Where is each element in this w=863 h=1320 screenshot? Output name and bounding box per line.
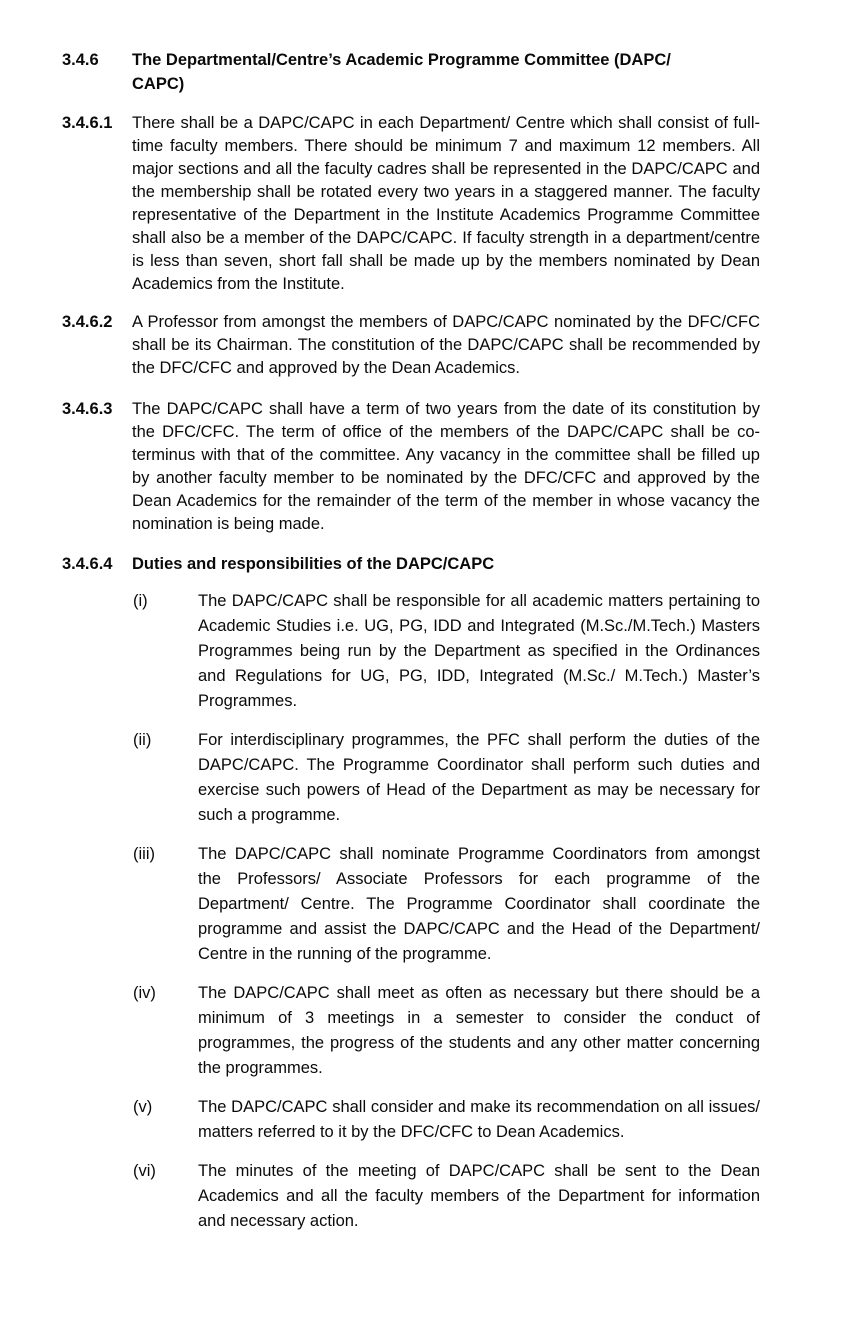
duty-item-v (133, 1095, 760, 1145)
section-heading-title: The Departmental/Centre’s Academic Programme Committee (DAPC/ CAPC) (132, 51, 671, 93)
subheading-title: Duties and responsibilities of the DAPC/CAPC (132, 555, 495, 573)
duty-item-ii (133, 728, 760, 828)
duty-text: The DAPC/CAPC shall consider and make its recommendation on all issues/ matters referred to it by the DFC/CFC to Dean Academics. (198, 1098, 760, 1141)
clause-text: There shall be a DAPC/CAPC in each Department/ Centre which shall consist of full-time faculty members. There should be minimum 7 and maximum 12 members. All major sections and all the faculty cadres shall be represented in the DAPC/CAPC and the membership shall be rotated every two years in a staggered manner. The faculty representative of the Department in the Institute Academics Programme Committee shall also be a member of the DAPC/CAPC. If faculty strength in a department/centre is less than seven, short fall shall be made up by the members nominated by Dean Academics from the Institute. (132, 114, 760, 293)
clause-text: The DAPC/CAPC shall have a term of two years from the date of its constitution by the DFC/CFC. The term of office of the members of the DAPC/CAPC shall be co-terminus with that of the committee. Any vacancy in the committee shall be filled up by another faculty member to be nominated by the DFC/CFC and approved by the Dean Academics for the remainder of the term of the member in whose vacancy the nomination is being made. (132, 400, 760, 533)
duty-marker: (iv) (133, 984, 156, 1002)
duty-marker: (iii) (133, 845, 155, 863)
section-heading-number: 3.4.6 (62, 51, 99, 69)
duty-marker: (i) (133, 592, 148, 610)
clause-number: 3.4.6.1 (62, 114, 113, 132)
clause-text: A Professor from amongst the members of DAPC/CAPC nominated by the DFC/CFC shall be its Chairman. The constitution of the DAPC/CAPC shall be recommended by the DFC/CFC and approved by the Dean Academics. (132, 313, 760, 377)
duty-item-iii (133, 842, 760, 967)
duty-item-vi (133, 1159, 760, 1234)
clause-number: 3.4.6.2 (62, 313, 113, 331)
duty-text: For interdisciplinary programmes, the PFC shall perform the duties of the DAPC/CAPC. The Programme Coordinator shall perform such duties and exercise such powers of Head of the Department as may be necessary for such a programme. (198, 731, 760, 824)
duties-subheading (62, 553, 760, 576)
duty-marker: (ii) (133, 731, 152, 749)
duty-marker: (v) (133, 1098, 153, 1116)
duty-text: The minutes of the meeting of DAPC/CAPC shall be sent to the Dean Academics and all the faculty members of the Department for information and necessary action. (198, 1162, 760, 1230)
duty-item-iv (133, 981, 760, 1081)
section-heading (62, 48, 760, 96)
duty-text: The DAPC/CAPC shall be responsible for all academic matters pertaining to Academic Studies i.e. UG, PG, IDD and Integrated (M.Sc./M.Tech.) Masters Programmes being run by the Department as specified in the Ordinances and Regulations for UG, PG, IDD, Integrated (M.Sc./ M.Tech.) Master’s Programmes. (198, 592, 760, 710)
duty-text: The DAPC/CAPC shall meet as often as necessary but there should be a minimum of 3 meetings in a semester to consider the conduct of programmes, the progress of the students and any other matter concerning the programmes. (198, 984, 760, 1077)
duty-text: The DAPC/CAPC shall nominate Programme Coordinators from amongst the Professors/ Associate Professors for each programme of the Department/ Centre. The Programme Coordinator shall coordinate the programme and assist the DAPC/CAPC and the Head of the Department/ Centre in the running of the programme. (198, 845, 760, 963)
clause-number: 3.4.6.3 (62, 400, 113, 418)
clause-3-4-6-3 (62, 398, 760, 536)
clause-3-4-6-1 (62, 112, 760, 296)
duty-item-i (133, 589, 760, 714)
clause-3-4-6-2 (62, 311, 760, 380)
subheading-number: 3.4.6.4 (62, 555, 113, 573)
duty-marker: (vi) (133, 1162, 156, 1180)
